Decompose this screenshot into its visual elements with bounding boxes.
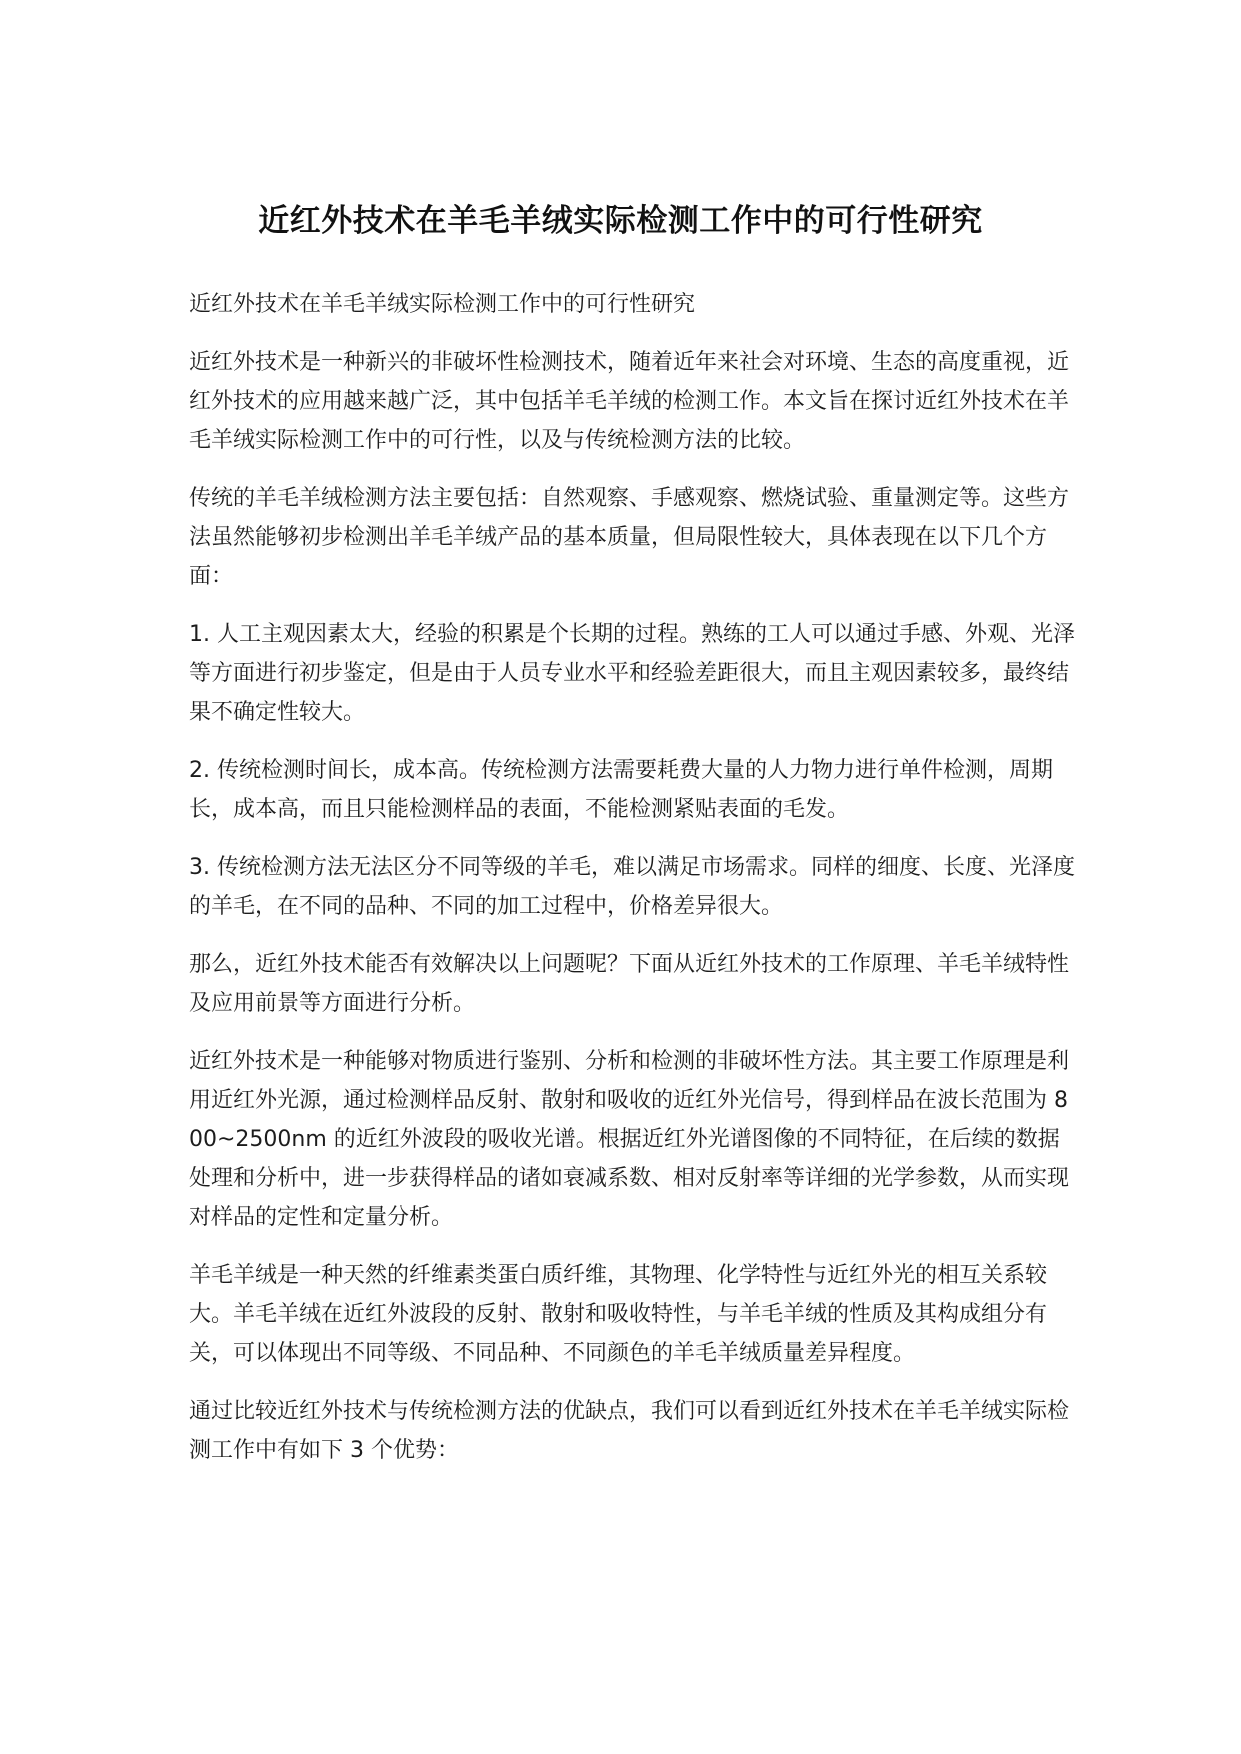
list-item-3: 3. 传统检测方法无法区分不同等级的羊毛，难以满足市场需求。同样的细度、长度、光泽度的羊毛，在不同的品种、不同的加工过程中，价格差异很大。	[189, 855, 1075, 919]
paragraph-nir-principle: 近红外技术是一种能够对物质进行鉴别、分析和检测的非破坏性方法。其主要工作原理是利用近红外光源，通过检测样品反射、散射和吸收的近红外光信号，得到样品在波长范围为 800~2500nm 的近红外波段的吸收光谱。根据近红外光谱图像的不同特征，在后续的数据处理和分析中，进一步获得样品的诸如衰减系数、相对反射率等详细的光学参数，从而实现对样品的定性和定量分析。	[189, 1049, 1070, 1230]
paragraph-advantages: 通过比较近红外技术与传统检测方法的优缺点，我们可以看到近红外技术在羊毛羊绒实际检测工作中有如下 3 个优势：	[189, 1399, 1070, 1463]
paragraph-traditional-methods: 传统的羊毛羊绒检测方法主要包括：自然观察、手感观察、燃烧试验、重量测定等。这些方法虽然能够初步检测出羊毛羊绒产品的基本质量，但局限性较大，具体表现在以下几个方面：	[189, 486, 1070, 589]
paragraph-question: 那么，近红外技术能否有效解决以上问题呢？下面从近红外技术的工作原理、羊毛羊绒特性及应用前景等方面进行分析。	[189, 952, 1070, 1016]
paragraph-intro: 近红外技术是一种新兴的非破坏性检测技术，随着近年来社会对环境、生态的高度重视，近红外技术的应用越来越广泛，其中包括羊毛羊绒的检测工作。本文旨在探讨近红外技术在羊毛羊绒实际检测工作中的可行性，以及与传统检测方法的比较。	[189, 350, 1070, 453]
document-title: 近红外技术在羊毛羊绒实际检测工作中的可行性研究	[258, 202, 983, 239]
list-item-2: 2. 传统检测时间长，成本高。传统检测方法需要耗费大量的人力物力进行单件检测，周期长，成本高，而且只能检测样品的表面，不能检测紧贴表面的毛发。	[189, 758, 1053, 822]
list-item-1: 1. 人工主观因素太大，经验的积累是个长期的过程。熟练的工人可以通过手感、外观、光泽等方面进行初步鉴定，但是由于人员专业水平和经验差距很大，而且主观因素较多，最终结果不确定性较大。	[189, 622, 1075, 725]
document-body	[189, 285, 1081, 1489]
paragraph-wool-properties: 羊毛羊绒是一种天然的纤维素类蛋白质纤维，其物理、化学特性与近红外光的相互关系较大。羊毛羊绒在近红外波段的反射、散射和吸收特性，与羊毛羊绒的性质及其构成组分有关，可以体现出不同等级、不同品种、不同颜色的羊毛羊绒质量差异程度。	[189, 1263, 1048, 1366]
document-subtitle: 近红外技术在羊毛羊绒实际检测工作中的可行性研究	[189, 292, 696, 317]
